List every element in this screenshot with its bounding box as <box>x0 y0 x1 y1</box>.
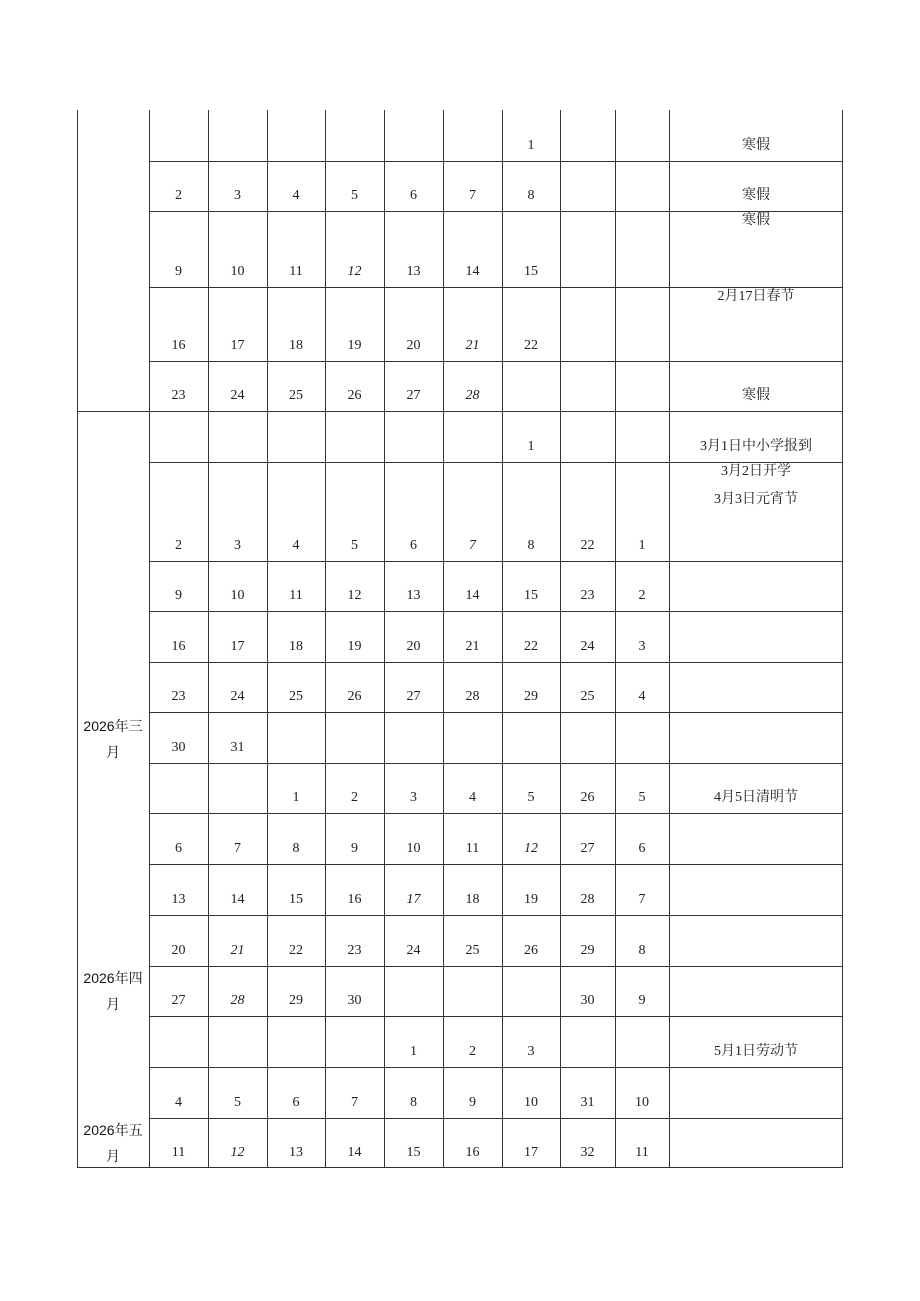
grid-vertical-line <box>842 110 843 1168</box>
date-cell: 24 <box>230 388 245 403</box>
date-cell: 14 <box>465 588 480 603</box>
grid-horizontal-line <box>77 1167 843 1168</box>
date-cell: 1 <box>527 439 535 454</box>
date-cell: 21 <box>465 639 480 654</box>
date-cell: 25 <box>580 689 595 704</box>
grid-horizontal-line <box>149 712 843 713</box>
date-cell: 13 <box>171 892 186 907</box>
grid-horizontal-line <box>149 287 843 288</box>
date-cell: 24 <box>406 943 421 958</box>
date-cell: 23 <box>580 588 595 603</box>
date-cell: 13 <box>406 264 421 279</box>
date-cell: 7 <box>234 841 241 856</box>
date-cell: 21 <box>465 338 480 353</box>
date-cell: 5 <box>638 790 646 805</box>
date-cell: 18 <box>289 639 303 654</box>
date-cell: 26 <box>580 790 595 805</box>
remark-note: 2月17日春节 <box>717 289 795 304</box>
date-cell: 18 <box>465 892 480 907</box>
date-cell: 11 <box>289 588 303 603</box>
grid-horizontal-line <box>149 361 843 362</box>
date-cell: 22 <box>580 538 595 553</box>
date-cell: 30 <box>171 740 186 755</box>
date-cell: 10 <box>524 1095 538 1110</box>
date-cell: 11 <box>635 1145 649 1160</box>
date-cell: 17 <box>230 338 245 353</box>
date-cell: 9 <box>351 841 358 856</box>
grid-horizontal-line <box>149 161 843 162</box>
date-cell: 10 <box>230 588 245 603</box>
date-cell: 1 <box>527 138 535 153</box>
grid-horizontal-line <box>149 211 843 212</box>
date-cell: 17 <box>524 1145 538 1160</box>
date-cell: 2 <box>638 588 646 603</box>
date-cell: 26 <box>524 943 538 958</box>
date-cell: 29 <box>289 993 303 1008</box>
date-cell: 8 <box>292 841 300 856</box>
grid-vertical-line <box>669 110 670 1168</box>
grid-horizontal-line <box>149 662 843 663</box>
date-cell: 4 <box>469 790 476 805</box>
remark-note: 寒假 <box>742 188 770 203</box>
date-cell: 29 <box>580 943 595 958</box>
grid-horizontal-line <box>149 864 843 865</box>
date-cell: 11 <box>171 1145 186 1160</box>
date-cell: 5 <box>351 188 358 203</box>
date-cell: 11 <box>465 841 480 856</box>
month-label: 2026年四月 <box>83 970 143 1012</box>
date-cell: 2 <box>175 188 182 203</box>
date-cell: 10 <box>406 841 421 856</box>
date-cell: 20 <box>171 943 186 958</box>
grid-horizontal-line <box>149 813 843 814</box>
date-cell: 14 <box>347 1145 362 1160</box>
date-cell: 2 <box>469 1044 476 1059</box>
date-cell: 12 <box>524 841 538 856</box>
date-cell: 19 <box>347 639 362 654</box>
school-calendar-table <box>77 110 843 1168</box>
date-cell: 3 <box>527 1044 535 1059</box>
date-cell: 5 <box>527 790 535 805</box>
date-cell: 7 <box>469 538 476 553</box>
date-cell: 25 <box>289 689 303 704</box>
date-cell: 11 <box>289 264 303 279</box>
date-cell: 22 <box>524 639 538 654</box>
date-cell: 23 <box>171 689 186 704</box>
remark-note: 3月2日开学 <box>721 464 791 479</box>
date-cell: 6 <box>410 188 417 203</box>
grid-horizontal-line <box>149 611 843 612</box>
month-label: 2026年五月 <box>83 1122 143 1164</box>
grid-horizontal-line <box>77 411 843 412</box>
date-cell: 24 <box>580 639 595 654</box>
date-cell: 8 <box>527 188 535 203</box>
date-cell: 6 <box>638 841 646 856</box>
date-cell: 8 <box>527 538 535 553</box>
date-cell: 13 <box>406 588 421 603</box>
date-cell: 4 <box>638 689 646 704</box>
date-cell: 18 <box>289 338 303 353</box>
date-cell: 28 <box>230 993 245 1008</box>
date-cell: 5 <box>234 1095 241 1110</box>
date-cell: 7 <box>469 188 476 203</box>
date-cell: 25 <box>289 388 303 403</box>
date-cell: 20 <box>406 639 421 654</box>
date-cell: 2 <box>175 538 182 553</box>
date-cell: 9 <box>175 264 182 279</box>
remark-note: 5月1日劳动节 <box>714 1044 798 1059</box>
date-cell: 15 <box>524 588 538 603</box>
date-cell: 8 <box>638 943 646 958</box>
date-cell: 19 <box>347 338 362 353</box>
remark-note: 4月5日清明节 <box>714 790 798 805</box>
remark-note: 3月1日中小学报到 <box>700 439 812 454</box>
date-cell: 6 <box>410 538 417 553</box>
date-cell: 16 <box>347 892 362 907</box>
grid-horizontal-line <box>149 915 843 916</box>
date-cell: 1 <box>410 1044 417 1059</box>
date-cell: 16 <box>465 1145 480 1160</box>
date-cell: 17 <box>230 639 245 654</box>
date-cell: 7 <box>351 1095 358 1110</box>
date-cell: 26 <box>347 388 362 403</box>
grid-horizontal-line <box>149 561 843 562</box>
date-cell: 17 <box>406 892 421 907</box>
date-cell: 23 <box>347 943 362 958</box>
date-cell: 31 <box>230 740 245 755</box>
date-cell: 28 <box>580 892 595 907</box>
date-cell: 27 <box>171 993 186 1008</box>
remark-note: 寒假 <box>742 138 770 153</box>
date-cell: 22 <box>524 338 538 353</box>
grid-horizontal-line <box>149 1118 843 1119</box>
date-cell: 5 <box>351 538 358 553</box>
remark-note: 寒假 <box>742 388 770 403</box>
date-cell: 27 <box>406 689 421 704</box>
date-cell: 1 <box>638 538 646 553</box>
month-label: 2026年三月 <box>83 718 143 760</box>
grid-horizontal-line <box>149 763 843 764</box>
date-cell: 4 <box>175 1095 182 1110</box>
date-cell: 20 <box>406 338 421 353</box>
date-cell: 2 <box>351 790 358 805</box>
date-cell: 30 <box>347 993 362 1008</box>
date-cell: 28 <box>465 388 480 403</box>
grid-horizontal-line <box>149 1067 843 1068</box>
date-cell: 23 <box>171 388 186 403</box>
date-cell: 30 <box>580 993 595 1008</box>
date-cell: 12 <box>347 264 362 279</box>
date-cell: 15 <box>289 892 303 907</box>
date-cell: 10 <box>635 1095 649 1110</box>
date-cell: 21 <box>230 943 245 958</box>
date-cell: 4 <box>292 538 300 553</box>
date-cell: 9 <box>175 588 182 603</box>
grid-horizontal-line <box>149 1016 843 1017</box>
date-cell: 8 <box>410 1095 417 1110</box>
date-cell: 15 <box>406 1145 421 1160</box>
date-cell: 3 <box>638 639 646 654</box>
date-cell: 31 <box>580 1095 595 1110</box>
date-cell: 15 <box>524 264 538 279</box>
date-cell: 19 <box>524 892 538 907</box>
date-cell: 14 <box>230 892 245 907</box>
grid-horizontal-line <box>149 462 843 463</box>
remark-note: 3月3日元宵节 <box>714 492 798 507</box>
date-cell: 27 <box>580 841 595 856</box>
date-cell: 4 <box>292 188 300 203</box>
date-cell: 13 <box>289 1145 303 1160</box>
date-cell: 16 <box>171 338 186 353</box>
date-cell: 6 <box>175 841 182 856</box>
date-cell: 3 <box>410 790 417 805</box>
grid-horizontal-line <box>149 966 843 967</box>
date-cell: 29 <box>524 689 538 704</box>
date-cell: 16 <box>171 639 186 654</box>
date-cell: 14 <box>465 264 480 279</box>
date-cell: 9 <box>469 1095 476 1110</box>
date-cell: 1 <box>292 790 300 805</box>
date-cell: 7 <box>638 892 646 907</box>
date-cell: 10 <box>230 264 245 279</box>
date-cell: 3 <box>234 538 241 553</box>
date-cell: 22 <box>289 943 303 958</box>
date-cell: 25 <box>465 943 480 958</box>
date-cell: 27 <box>406 388 421 403</box>
date-cell: 32 <box>580 1145 595 1160</box>
date-cell: 9 <box>638 993 646 1008</box>
date-cell: 12 <box>347 588 362 603</box>
remark-note: 寒假 <box>742 213 770 228</box>
date-cell: 26 <box>347 689 362 704</box>
date-cell: 6 <box>292 1095 300 1110</box>
date-cell: 28 <box>465 689 480 704</box>
date-cell: 24 <box>230 689 245 704</box>
date-cell: 3 <box>234 188 241 203</box>
date-cell: 12 <box>230 1145 245 1160</box>
